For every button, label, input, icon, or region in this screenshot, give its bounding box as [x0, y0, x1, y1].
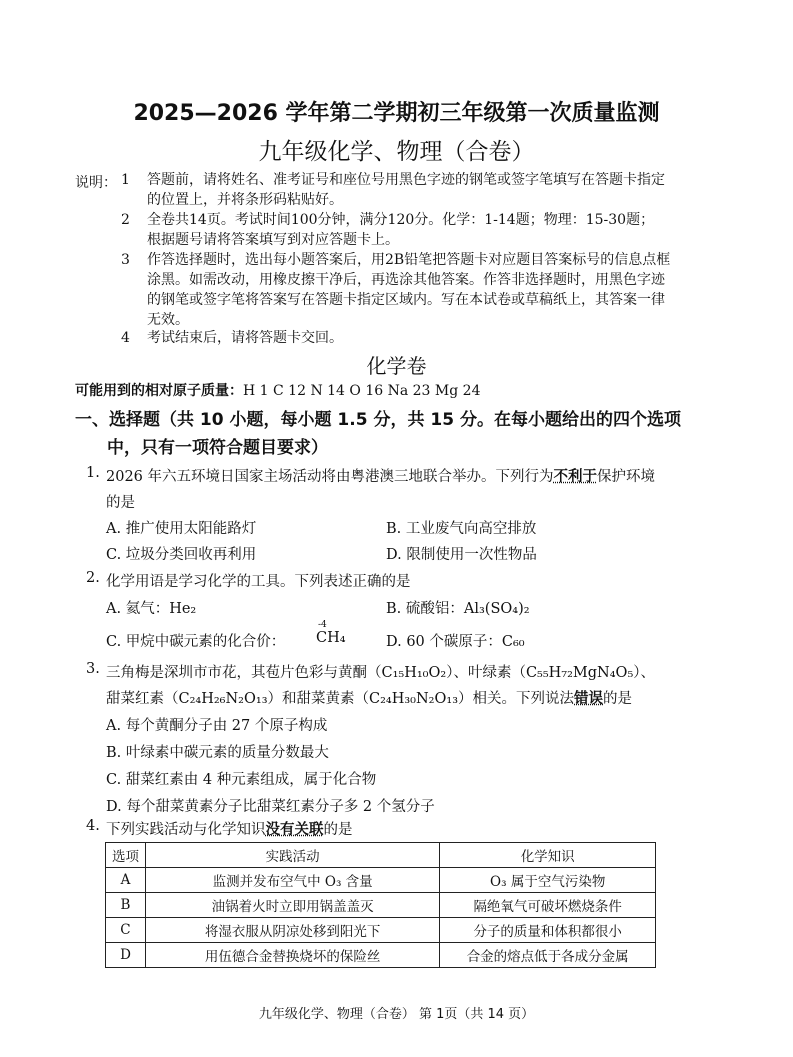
table-cell: A — [106, 868, 146, 893]
notes-label: 说明： — [75, 175, 117, 191]
stem-text: 保护环境 — [597, 469, 656, 485]
question-number: 1. — [86, 465, 100, 481]
table-header-cell: 选项 — [106, 843, 146, 868]
option-d: D. 60 个碳原子：C₆₀ — [386, 634, 525, 650]
note-line: 根据题号请将答案填写到对应答题卡上。 — [147, 232, 399, 248]
table-cell: 油锅着火时立即用锅盖盖灭 — [145, 893, 439, 918]
note-number: 2 — [121, 212, 130, 228]
note-line: 考试结束后，请将答题卡交回。 — [147, 330, 343, 346]
table-cell: 监测并发布空气中 O₃ 含量 — [145, 868, 439, 893]
question-stem-cont: 的是 — [106, 495, 135, 511]
option-b: B. 硫酸铝：Al₃(SO₄)₂ — [386, 601, 530, 617]
table-header-cell: 实践活动 — [145, 843, 439, 868]
note-line: 的钢笔或签字笔将答案写在答题卡指定区域内。写在本试卷或草稿纸上，其答案一律 — [147, 292, 665, 308]
table-header-row — [106, 843, 656, 868]
table-cell: C — [106, 918, 146, 943]
question-stem — [106, 465, 655, 486]
question-number: 3. — [86, 661, 100, 677]
question-stem — [106, 818, 353, 839]
table-header-cell: 化学知识 — [440, 843, 656, 868]
question-number: 2. — [86, 570, 100, 586]
option-c: C. 甲烷中碳元素的化合价： — [106, 634, 286, 650]
atomic-mass-values: H 1 C 12 N 14 O 16 Na 23 Mg 24 — [243, 383, 481, 399]
stem-text: 甜菜红素（C₂₄H₂₆N₂O₁₃）和甜菜黄素（C₂₄H₃₀N₂O₁₃）相关。下列说法 — [106, 691, 575, 707]
atomic-mass-line — [75, 380, 480, 400]
question-stem: 化学用语是学习化学的工具。下列表述正确的是 — [106, 574, 411, 590]
note-line: 的位置上，并将条形码粘贴好。 — [147, 192, 343, 208]
table-cell: 分子的质量和体积都很小 — [440, 918, 656, 943]
table-cell: 合金的熔点低于各成分金属 — [440, 943, 656, 968]
stem-text: 的是 — [323, 822, 353, 838]
table-cell: B — [106, 893, 146, 918]
option-a: A. 氦气：He₂ — [106, 601, 197, 617]
question-stem-cont — [106, 687, 632, 708]
exam-title: 2025—2026 学年第二学期初三年级第一次质量监测 — [133, 101, 660, 126]
option-b: B. 叶绿素中碳元素的质量分数最大 — [106, 745, 329, 761]
note-number: 4 — [121, 330, 130, 346]
section-title: 化学卷 — [366, 354, 427, 378]
stem-text: 的是 — [603, 691, 633, 707]
part-heading-cont: 中，只有一项符合题目要求） — [107, 438, 328, 458]
note-line: 无效。 — [147, 312, 189, 328]
option-a: A. 推广使用太阳能路灯 — [106, 521, 257, 537]
note-number: 3 — [121, 252, 130, 268]
table-cell: 用伍德合金替换烧坏的保险丝 — [145, 943, 439, 968]
note-line: 涂黑。如需改动，用橡皮擦干净后，再选涂其他答案。作答非选择题时，用黑色字迹 — [147, 272, 665, 288]
emphasis-text: 没有关联 — [265, 821, 324, 838]
note-line: 全卷共14页。考试时间100分钟，满分120分。化学：1-14题；物理：15-30题； — [147, 212, 655, 228]
option-c: C. 垃圾分类回收再利用 — [106, 547, 257, 563]
table-row — [106, 893, 656, 918]
table-row — [106, 868, 656, 893]
option-d: D. 每个甜菜黄素分子比甜菜红素分子多 2 个氢分子 — [106, 799, 435, 815]
part-heading: 一、选择题（共 10 小题，每小题 1.5 分，共 15 分。在每小题给出的四个选项 — [75, 410, 681, 430]
option-d: D. 限制使用一次性物品 — [386, 547, 537, 563]
note-line: 答题前，请将姓名、准考证号和座位号用黑色字迹的钢笔或签字笔填写在答题卡指定 — [147, 172, 665, 188]
page-footer: 九年级化学、物理（合卷） 第 1页（共 14 页） — [258, 1007, 535, 1022]
table-cell: O₃ 属于空气污染物 — [440, 868, 656, 893]
emphasis-text: 错误 — [574, 690, 604, 707]
option-c: C. 甜菜红素由 4 种元素组成，属于化合物 — [106, 772, 377, 788]
note-line: 作答选择题时，选出每小题答案后，用2B铅笔把答题卡对应题目答案标号的信息点框 — [147, 252, 671, 268]
table-cell: D — [106, 943, 146, 968]
exam-subtitle: 九年级化学、物理（合卷） — [258, 139, 535, 165]
table-cell: 将湿衣服从阴凉处移到阳光下 — [145, 918, 439, 943]
question-stem: 三角梅是深圳市市花，其苞片色彩与黄酮（C₁₅H₁₀O₂）、叶绿素（C₅₅H₇₂MgN₄O₅）、 — [106, 665, 656, 681]
table-cell: 隔绝氧气可破坏燃烧条件 — [440, 893, 656, 918]
note-number: 1 — [121, 172, 130, 188]
practice-knowledge-table — [105, 842, 656, 968]
table-row — [106, 943, 656, 968]
table-row — [106, 918, 656, 943]
question-number: 4. — [86, 818, 100, 834]
emphasis-text: 不利于 — [553, 468, 598, 485]
atomic-mass-label: 可能用到的相对原子质量： — [75, 383, 243, 399]
stem-text: 下列实践活动与化学知识 — [106, 822, 266, 838]
methane-formula: CH₄ — [316, 630, 346, 646]
option-b: B. 工业废气向高空排放 — [386, 521, 537, 537]
stem-text: 2026 年六五环境日国家主场活动将由粤港澳三地联合举办。下列行为 — [106, 469, 554, 485]
option-a: A. 每个黄酮分子由 27 个原子构成 — [106, 718, 328, 734]
valence-mark: -4 — [318, 620, 327, 630]
